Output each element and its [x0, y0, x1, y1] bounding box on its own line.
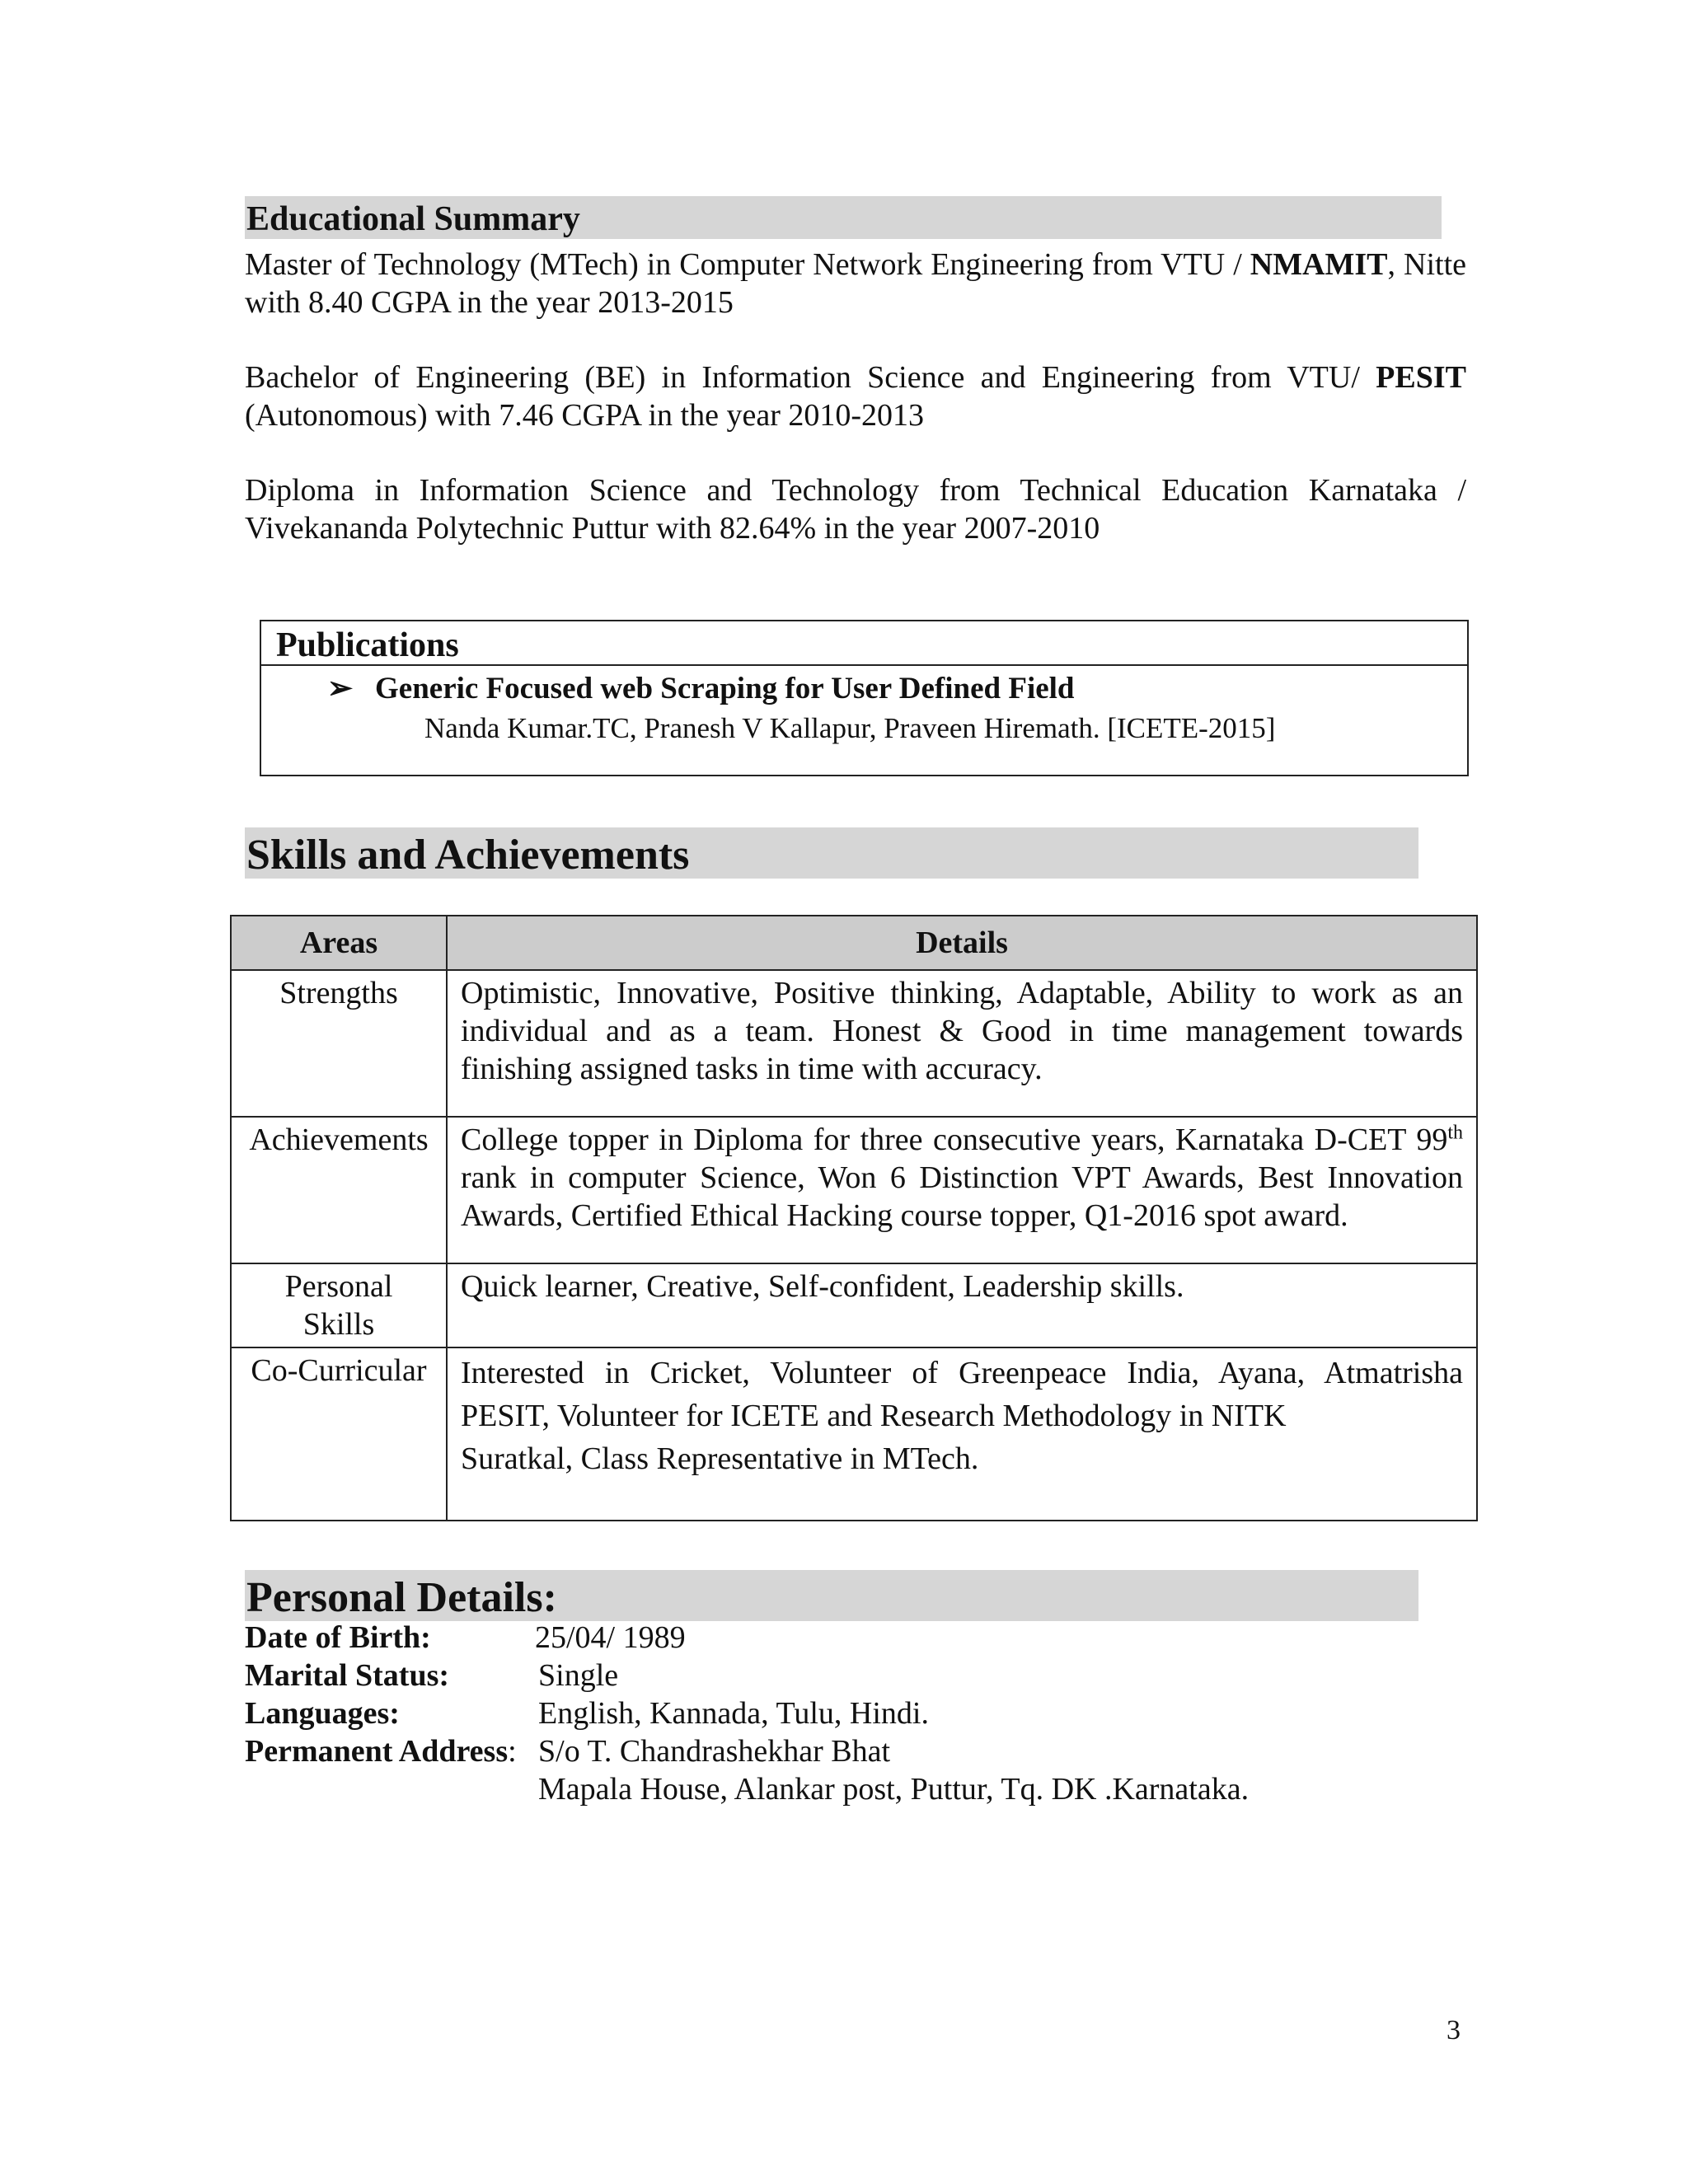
detail-personal-skills: Quick learner, Creative, Self-confident, Leadership skills.: [447, 1263, 1477, 1347]
publications-box: [260, 620, 1469, 776]
detail-strengths: Optimistic, Innovative, Positive thinking, Adaptable, Ability to work as an individual and as a team. Honest & Good in time management towards finishing assigned tasks in time with accuracy.: [447, 970, 1477, 1117]
address-label-text: Permanent Address: [245, 1734, 509, 1769]
skills-table: [230, 915, 1478, 1521]
publication-item: [327, 668, 1075, 710]
education-mtech-institute: NMAMIT: [1250, 247, 1388, 282]
area-achievements: Achievements: [231, 1117, 447, 1263]
skills-achievements-heading: Skills and Achievements: [245, 827, 1418, 879]
area-personal-line1: Personal: [284, 1269, 393, 1304]
education-mtech-text: Master of Technology (MTech) in Computer Network Engineering from VTU /: [245, 247, 1250, 282]
dob-value: 25/04/ 1989: [535, 1620, 686, 1655]
area-co-curricular: Co-Curricular: [231, 1347, 447, 1521]
educational-summary-heading: Educational Summary: [245, 196, 1442, 239]
dob-label: Date of Birth:: [245, 1620, 431, 1655]
area-strengths: Strengths: [231, 970, 447, 1117]
publications-title: Publications: [261, 621, 1467, 666]
arrow-bullet-icon: ➢: [327, 672, 354, 705]
education-mtech: [245, 246, 1466, 321]
area-personal-skills: [231, 1263, 447, 1347]
table-row: [231, 1117, 1477, 1263]
table-row: [231, 1347, 1477, 1521]
detail-co-curricular: [447, 1347, 1477, 1521]
languages-label: Languages:: [245, 1696, 400, 1731]
personal-details-heading: Personal Details:: [245, 1570, 1418, 1621]
column-header-details: Details: [447, 916, 1477, 970]
cocurricular-line3: Suratkal, Class Representative in MTech.: [461, 1441, 979, 1476]
table-row: [231, 1263, 1477, 1347]
table-header-row: [231, 916, 1477, 970]
achievements-text: College topper in Diploma for three consecutive years, Karnataka D-CET 99: [461, 1122, 1448, 1157]
marital-value: Single: [538, 1658, 619, 1693]
cocurricular-line1: Interested in Cricket, Volunteer of Greenpeace India, Ayana, Atmatrisha: [461, 1356, 1463, 1390]
publication-authors: Nanda Kumar.TC, Pranesh V Kallapur, Praveen Hiremath. [ICETE-2015]: [424, 712, 1276, 744]
column-header-areas: Areas: [231, 916, 447, 970]
education-mtech-details: , Nitte with 8.40 CGPA in the year 2013-2015: [245, 247, 1466, 320]
area-personal-line2: Skills: [302, 1307, 375, 1342]
cocurricular-line2: PESIT, Volunteer for ICETE and Research Methodology in NITK: [461, 1399, 1287, 1433]
detail-achievements: [447, 1117, 1477, 1263]
education-be-details: (Autonomous) with 7.46 CGPA in the year 2010-2013: [245, 398, 925, 433]
education-be-text: Bachelor of Engineering (BE) in Information Science and Engineering from VTU/: [245, 360, 1376, 395]
address-line2: Mapala House, Alankar post, Puttur, Tq. DK .Karnataka.: [538, 1772, 1250, 1807]
address-line1: S/o T. Chandrashekhar Bhat: [538, 1734, 891, 1769]
publication-title: Generic Focused web Scraping for User Defined Field: [375, 672, 1075, 705]
address-label: [245, 1732, 517, 1770]
achievements-text-rest: rank in computer Science, Won 6 Distinction VPT Awards, Best Innovation Awards, Certified Ethical Hacking course topper, Q1-2016 spot award.: [461, 1160, 1463, 1233]
education-be-institute: PESIT: [1376, 360, 1466, 395]
table-row: [231, 970, 1477, 1117]
marital-label: Marital Status:: [245, 1658, 450, 1693]
page-number: 3: [1447, 2015, 1461, 2046]
education-diploma: Diploma in Information Science and Technology from Technical Education Karnataka / Vivekananda Polytechnic Puttur with 82.64% in the year 2007-2010: [245, 473, 1466, 546]
education-be: [245, 359, 1466, 434]
achievements-superscript: th: [1447, 1122, 1463, 1144]
address-colon: :: [508, 1734, 517, 1769]
languages-value: English, Kannada, Tulu, Hindi.: [538, 1696, 929, 1731]
